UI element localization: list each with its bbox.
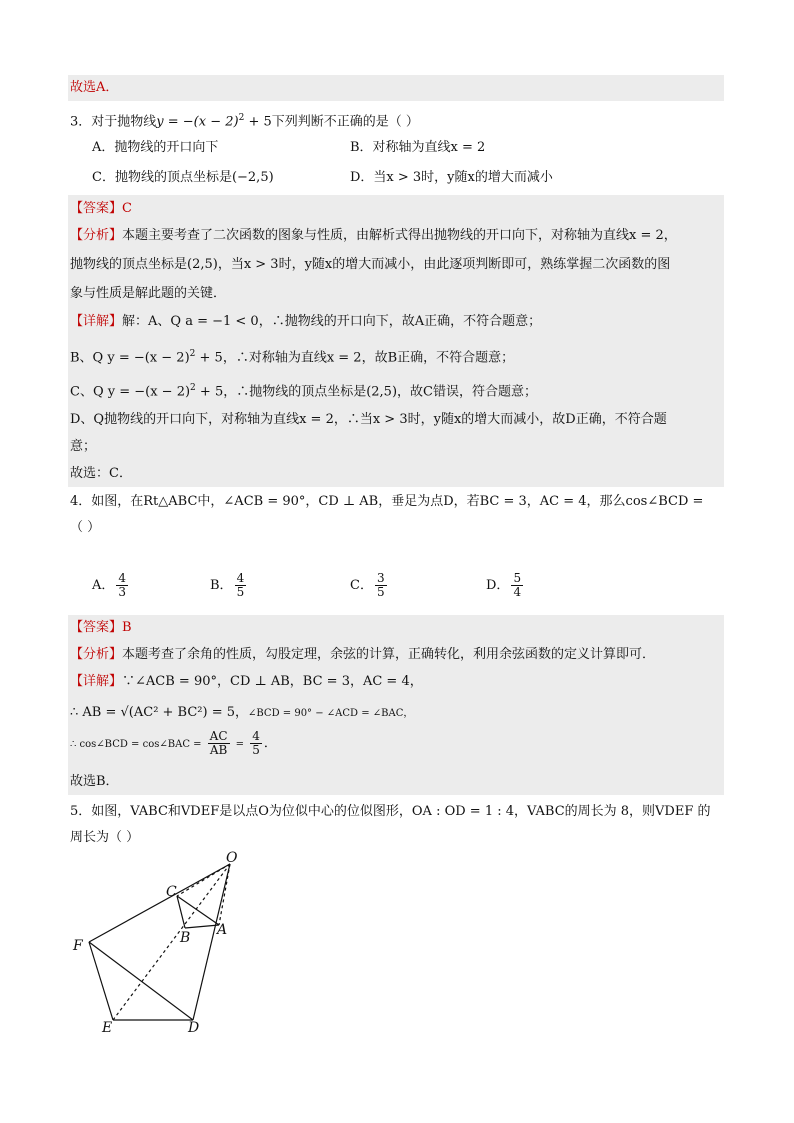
line-BA xyxy=(185,925,219,928)
q3-answer-value: C xyxy=(122,201,132,216)
q3-detail-5: 意； xyxy=(70,439,97,454)
q4-analysis-text: 本题考查了余角的性质，勾股定理，余弦的计算，正确转化，利用余弦函数的定义计算即可． xyxy=(122,647,656,662)
q4-detail-3-eq: = xyxy=(235,739,245,750)
q4-answer-value: B xyxy=(122,620,132,635)
q3-formula-tail: + 5 xyxy=(244,114,272,130)
q3-detail-3-exp: 2 xyxy=(190,383,196,393)
line-DO xyxy=(193,864,230,1020)
answer-label: 【答案】 xyxy=(70,620,123,635)
label-A: A xyxy=(217,922,228,938)
q4-detail-3-den1: AB xyxy=(209,743,228,757)
q3-detail-3b: + 5，∴抛物线的顶点坐标是(2,5)，故C错误，符合题意； xyxy=(195,384,537,400)
q3-detail-2a: B、Q y = −(x − 2) xyxy=(70,350,190,366)
q3-detail-2 xyxy=(70,344,514,368)
answer-band-prev xyxy=(68,75,724,101)
q4-option-c xyxy=(350,572,389,599)
q4-detail-2 xyxy=(70,703,413,724)
line-FD xyxy=(89,942,193,1020)
q4-detail-text-1: ∵∠ACB = 90°，CD ⊥ AB，BC = 3，AC = 4， xyxy=(122,674,423,689)
q3-analysis-2: 抛物线的顶点坐标是(2,5)，当x > 3时，y随x的增大而减小，由此逐项判断即可，熟练掌握二次函数的图 xyxy=(70,257,671,272)
label-F: F xyxy=(73,938,83,954)
q4-answer xyxy=(70,618,132,638)
answer-label: 【答案】 xyxy=(70,201,123,216)
q4-option-a-fraction xyxy=(116,572,128,599)
q4-option-d-fraction xyxy=(511,572,523,599)
q4-detail-3 xyxy=(70,730,277,757)
q4-option-a-num: 4 xyxy=(118,571,127,585)
q3-exponent: 2 xyxy=(238,113,245,123)
q4-stem-2: （ ） xyxy=(70,520,101,535)
q3-detail-3a: C、Q y = −(x − 2) xyxy=(70,384,191,400)
q4-option-a xyxy=(92,572,130,599)
detail-label: 【详解】 xyxy=(70,674,123,689)
label-O: O xyxy=(226,850,238,866)
label-C: C xyxy=(166,884,177,900)
q4-detail-2a: ∴ AB = √(AC² + BC²) = 5， xyxy=(70,705,249,720)
q3-option-a: A．抛物线的开口向下 xyxy=(92,140,219,155)
q4-detail-1 xyxy=(70,672,423,692)
q3-formula: y = −(x − 2) xyxy=(156,114,239,130)
q4-option-b-fraction xyxy=(235,572,247,599)
q3-option-c: C．抛物线的顶点坐标是(−2,5) xyxy=(92,170,274,185)
q5-homothety-figure xyxy=(60,848,260,1038)
q4-option-c-den: 5 xyxy=(376,585,385,599)
q4-detail-2b: ∠BCD = 90° − ∠ACD = ∠BAC， xyxy=(248,708,414,719)
q4-option-d-letter: D． xyxy=(486,578,510,593)
q3-stem xyxy=(70,108,419,132)
q3-option-d: D．当x > 3时，y随x的增大而减小 xyxy=(350,170,553,185)
analysis-label: 【分析】 xyxy=(70,647,123,662)
q3-analysis-3: 象与性质是解此题的关键． xyxy=(70,286,227,301)
q4-option-b-letter: B． xyxy=(210,578,233,593)
q4-detail-3-num2: 4 xyxy=(252,729,260,743)
line-FE xyxy=(89,942,113,1020)
q4-conclusion: 故选B． xyxy=(70,774,119,789)
q3-suffix: 下列判断不正确的是（ ） xyxy=(271,114,419,130)
q4-option-c-letter: C． xyxy=(350,578,373,593)
q3-prefix: 3．对于抛物线 xyxy=(70,114,157,130)
q4-option-b-den: 5 xyxy=(236,585,245,599)
q4-option-b xyxy=(210,572,248,599)
q4-analysis xyxy=(70,645,655,665)
q4-option-b-num: 4 xyxy=(236,571,245,585)
q5-stem-2: 周长为（ ） xyxy=(70,830,140,845)
q4-detail-3-frac-2 xyxy=(250,730,262,757)
line-OF xyxy=(89,864,230,942)
q4-detail-3-frac-1 xyxy=(208,730,230,757)
q3-detail-2b: + 5，∴对称轴为直线x = 2，故B正确，不符合题意； xyxy=(195,350,515,366)
analysis-label: 【分析】 xyxy=(70,228,123,243)
q4-detail-3-num1: AC xyxy=(209,729,228,743)
q3-analysis-text-1: 本题主要考查了二次函数的图象与性质，由解析式得出抛物线的开口向下，对称轴为直线x = 2， xyxy=(122,228,677,243)
q3-detail-2-exp: 2 xyxy=(189,349,196,359)
label-E: E xyxy=(102,1020,113,1036)
q4-option-c-fraction xyxy=(375,572,387,599)
q4-option-a-letter: A． xyxy=(92,578,115,593)
q4-option-a-den: 3 xyxy=(118,585,127,599)
q3-answer xyxy=(70,199,132,219)
q4-option-d-num: 5 xyxy=(513,571,522,585)
q3-detail-4: D、Q抛物线的开口向下，对称轴为直线x = 2，∴当x > 3时，y随x的增大而减小，故D正确，不符合题 xyxy=(70,412,667,427)
q4-stem-1: 4．如图，在Rt△ABC中，∠ACB = 90°，CD ⊥ AB，垂足为点D，若BC = 3，AC = 4，那么cos∠BCD = xyxy=(70,494,704,509)
q3-option-b: B．对称轴为直线x = 2 xyxy=(350,140,486,155)
q5-stem-1: 5．如图，VABC和VDEF是以点O为位似中心的位似图形，OA : OD = 1 : 4，VABC的周长为 8，则VDEF 的 xyxy=(70,804,711,819)
label-D: D xyxy=(188,1020,200,1036)
q3-analysis-1 xyxy=(70,226,677,246)
q3-detail-text-1: 解：A、Q a = −1 < 0，∴抛物线的开口向下，故A正确，不符合题意； xyxy=(122,314,542,329)
q3-detail-3 xyxy=(70,378,537,402)
q4-detail-3-end: ． xyxy=(263,736,277,751)
q4-option-d-den: 4 xyxy=(513,585,522,599)
q4-option-c-num: 3 xyxy=(376,571,385,585)
q4-detail-3a: ∴ cos∠BCD = cos∠BAC = xyxy=(70,739,202,750)
label-B: B xyxy=(180,930,191,946)
q4-option-d xyxy=(486,572,525,599)
q3-detail-1 xyxy=(70,312,541,332)
q3-conclusion: 故选：C． xyxy=(70,466,132,481)
prev-conclusion: 故选A． xyxy=(70,80,119,95)
q4-detail-3-den2: 5 xyxy=(252,743,260,757)
detail-label: 【详解】 xyxy=(70,314,123,329)
